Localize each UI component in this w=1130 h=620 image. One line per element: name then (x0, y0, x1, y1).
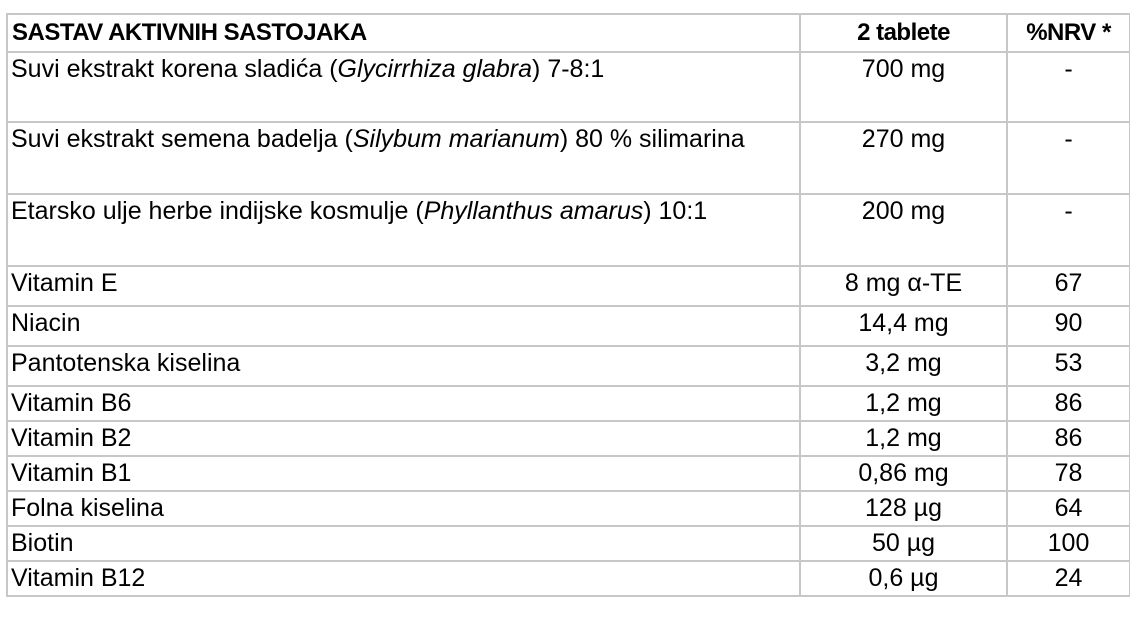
ingredient-name: Vitamin B12 (7, 561, 800, 596)
ingredient-dose: 3,2 mg (800, 346, 1007, 386)
ingredient-nrv: 100 (1007, 526, 1130, 561)
ingredient-dose: 270 mg (800, 122, 1007, 194)
ingredient-name-suffix: ) 7-8:1 (532, 55, 605, 83)
table-row (7, 456, 1130, 491)
ingredient-name: Vitamin B6 (7, 386, 800, 421)
ingredient-nrv: 86 (1007, 421, 1130, 456)
table-row (7, 421, 1130, 456)
ingredient-dose: 1,2 mg (800, 386, 1007, 421)
ingredient-nrv: 53 (1007, 346, 1130, 386)
ingredient-name: Vitamin B2 (7, 421, 800, 456)
ingredient-dose: 14,4 mg (800, 306, 1007, 346)
ingredient-name-text: Etarsko ulje herbe indijske kosmulje ( (11, 197, 424, 225)
ingredient-name: Vitamin B1 (7, 456, 800, 491)
table-row (7, 386, 1130, 421)
ingredient-nrv: - (1007, 52, 1130, 122)
ingredient-name (7, 194, 800, 266)
table-row (7, 194, 1130, 266)
ingredients-table (6, 13, 1130, 597)
ingredient-latin-name: Silybum marianum (352, 125, 560, 153)
ingredient-nrv: 90 (1007, 306, 1130, 346)
table-row (7, 266, 1130, 306)
ingredient-nrv: 86 (1007, 386, 1130, 421)
ingredient-nrv: - (1007, 122, 1130, 194)
ingredient-name (7, 52, 800, 122)
header-ingredients: SASTAV AKTIVNIH SASTOJAKA (7, 14, 800, 52)
ingredient-name: Pantotenska kiselina (7, 346, 800, 386)
ingredient-nrv: - (1007, 194, 1130, 266)
ingredient-dose: 700 mg (800, 52, 1007, 122)
ingredient-name (7, 122, 800, 194)
ingredient-dose: 0,86 mg (800, 456, 1007, 491)
ingredient-name: Niacin (7, 306, 800, 346)
ingredient-latin-name: Glycirrhiza glabra (337, 55, 533, 83)
ingredient-name: Vitamin E (7, 266, 800, 306)
table-row (7, 491, 1130, 526)
ingredient-nrv: 78 (1007, 456, 1130, 491)
table-row (7, 346, 1130, 386)
ingredient-name: Biotin (7, 526, 800, 561)
ingredient-name-text: Suvi ekstrakt semena badelja ( (11, 125, 353, 153)
table-row (7, 561, 1130, 596)
table-row (7, 306, 1130, 346)
header-nrv: %NRV * (1007, 14, 1130, 52)
ingredient-latin-name: Phyllanthus amarus (423, 197, 644, 225)
table-row (7, 526, 1130, 561)
ingredient-dose: 200 mg (800, 194, 1007, 266)
ingredient-dose: 0,6 µg (800, 561, 1007, 596)
ingredient-name-suffix: ) 10:1 (643, 197, 708, 225)
ingredient-nrv: 67 (1007, 266, 1130, 306)
ingredient-nrv: 64 (1007, 491, 1130, 526)
header-dose: 2 tablete (800, 14, 1007, 52)
ingredient-dose: 1,2 mg (800, 421, 1007, 456)
ingredient-dose: 50 µg (800, 526, 1007, 561)
table-row (7, 122, 1130, 194)
table-header-row (7, 14, 1130, 52)
ingredient-nrv: 24 (1007, 561, 1130, 596)
table-row (7, 52, 1130, 122)
ingredient-dose: 128 µg (800, 491, 1007, 526)
ingredient-name-text: Suvi ekstrakt korena sladića ( (11, 55, 338, 83)
ingredient-dose: 8 mg α-TE (800, 266, 1007, 306)
ingredient-name-suffix: ) 80 % silimarina (559, 125, 745, 153)
ingredient-name: Folna kiselina (7, 491, 800, 526)
